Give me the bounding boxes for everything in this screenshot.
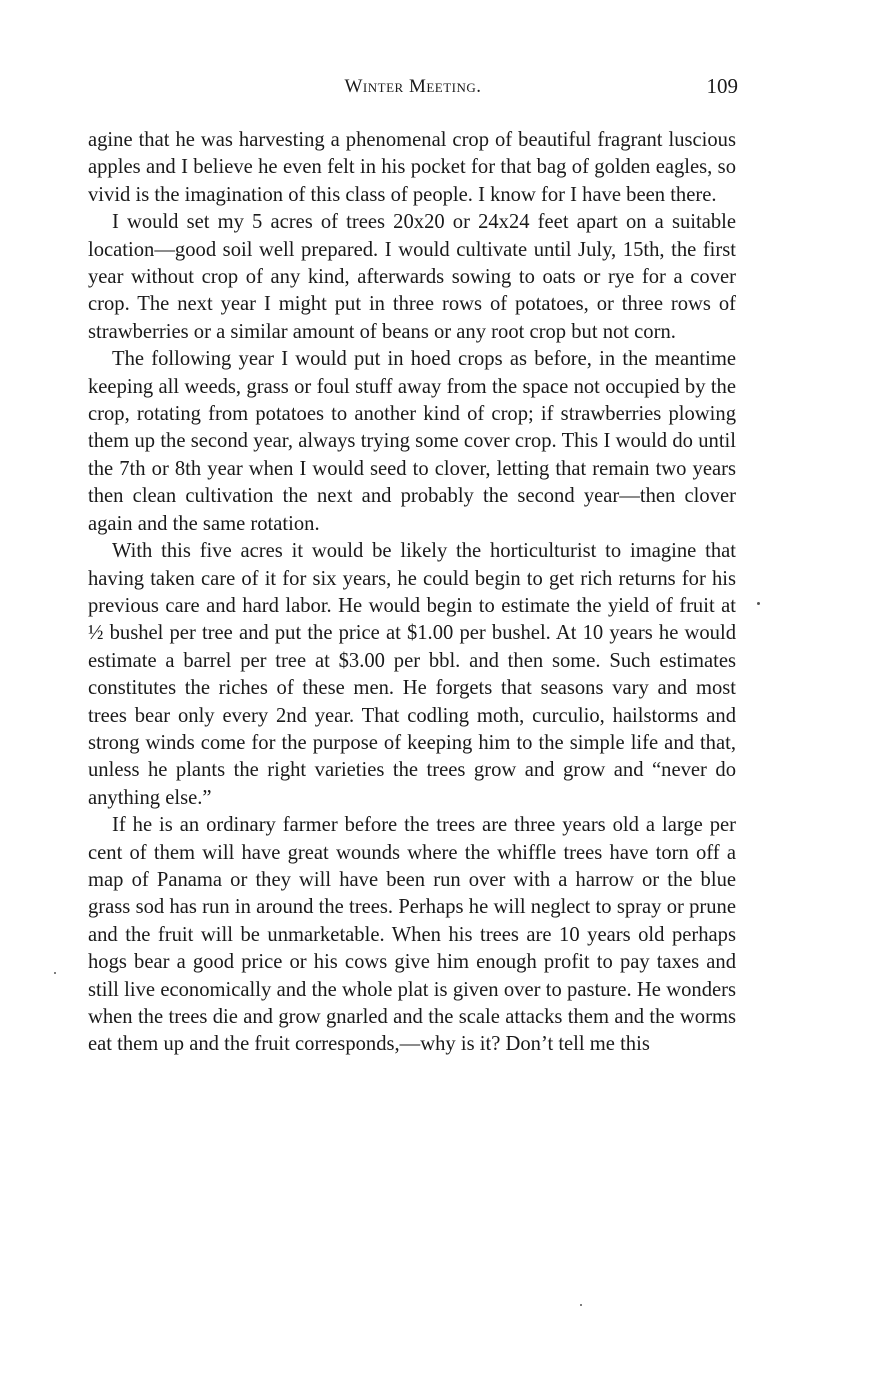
paragraph: With this five acres it would be likely the horticulturist to imagine that having taken care of it for six years, he could begin to get rich returns for his previous care and hard labor. He would begin to estimate the yield of fruit at ½ bushel per tree and put the price at $1.00 per bushel. At 10 years he would estimate a barrel per tree at $3.00 per bbl. and then some. Such estimates constitutes the riches of these men. He forgets that seasons vary and most trees bear only every 2nd year. That codling moth, curculio, hailstorms and strong winds come for the purpose of keeping him to the simple life and that, unless he plants the right varieties the trees grow and grow and “never do anything else.”	[88, 540, 736, 809]
page-header	[88, 76, 738, 104]
print-speck	[757, 602, 760, 605]
running-head: Winter Meeting.	[344, 76, 482, 97]
body-text	[88, 127, 736, 1059]
paragraph: If he is an ordinary farmer before the trees are three years old a large per cent of them will have great wounds where the whiffle trees have torn off a map of Panama or they will have been run over with a harrow or the blue grass sod has run in around the trees. Perhaps he will neglect to spray or prune and the fruit will be unmarketable. When his trees are 10 years old perhaps hogs bear a good price or his cows give him enough profit to pay taxes and still live economically and the whole plat is given over to pasture. He wonders when the trees die and grow gnarled and the scale attacks them and the worms eat them up and the fruit corresponds,—why is it? Don’t tell me this	[88, 814, 736, 1056]
print-speck	[54, 972, 56, 974]
page-number: 109	[706, 74, 738, 98]
paragraph-continued: agine that he was harvesting a phenomenal crop of beautiful fragrant luscious apples and I believe he even felt in his pocket for that bag of golden eagles, so vivid is the imagination of this class of people. I know for I have been there.	[88, 129, 736, 206]
paragraph: The following year I would put in hoed crops as before, in the meantime keeping all weeds, grass or foul stuff away from the space not occupied by the crop, rotating from potatoes to another kind of crop; if strawberries plowing them up the second year, always trying some cover crop. This I would do until the 7th or 8th year when I would seed to clover, letting that remain two years then clean cultivation the next and probably the second year—then clover again and the same rotation.	[88, 348, 736, 535]
print-speck	[580, 1304, 582, 1306]
paragraph: I would set my 5 acres of trees 20x20 or 24x24 feet apart on a suitable location—good soil well prepared. I would cultivate until July, 15th, the first year without crop of any kind, afterwards sowing to oats or rye for a cover crop. The next year I might put in three rows of potatoes, or three rows of strawberries or a similar amount of beans or any root crop but not corn.	[88, 211, 736, 343]
